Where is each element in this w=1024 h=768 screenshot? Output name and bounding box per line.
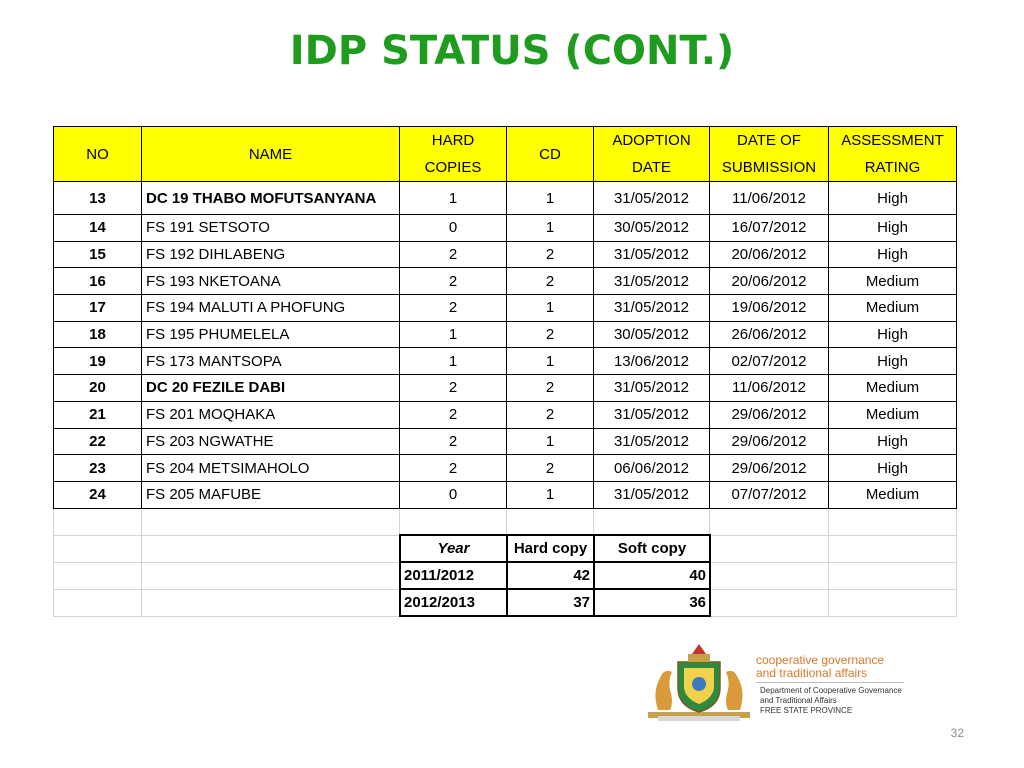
table-row bbox=[54, 348, 957, 375]
empty-cell bbox=[54, 562, 142, 589]
cell-hard-copies: 2 bbox=[400, 428, 507, 455]
cell-adoption-date: 31/05/2012 bbox=[594, 241, 710, 268]
summary-cell-soft-copy: 36 bbox=[594, 589, 710, 616]
cell-adoption-date: 31/05/2012 bbox=[594, 375, 710, 402]
cell-hard-copies: 0 bbox=[400, 215, 507, 242]
cell-date-of-submission: 20/06/2012 bbox=[710, 268, 829, 295]
cell-assessment-rating: Medium bbox=[829, 375, 957, 402]
cell-name: FS 203 NGWATHE bbox=[142, 428, 400, 455]
cell-assessment-rating: Medium bbox=[829, 268, 957, 295]
table-row bbox=[54, 321, 957, 348]
cell-adoption-date: 13/06/2012 bbox=[594, 348, 710, 375]
summary-cell-hard-copy: 42 bbox=[507, 562, 594, 589]
cell-cd: 2 bbox=[507, 321, 594, 348]
cell-hard-copies: 1 bbox=[400, 348, 507, 375]
header-hard-copies-line1: HARD bbox=[431, 132, 475, 149]
header-hard-copies bbox=[400, 127, 507, 182]
cell-adoption-date: 30/05/2012 bbox=[594, 321, 710, 348]
cell-assessment-rating: High bbox=[829, 321, 957, 348]
cell-hard-copies: 2 bbox=[400, 455, 507, 482]
cell-hard-copies: 2 bbox=[400, 401, 507, 428]
table-row bbox=[54, 241, 957, 268]
table-row bbox=[54, 455, 957, 482]
cell-date-of-submission: 29/06/2012 bbox=[710, 401, 829, 428]
header-date-of-submission-line1: DATE OF bbox=[737, 132, 801, 149]
cell-no: 18 bbox=[54, 321, 142, 348]
cell-name: FS 195 PHUMELELA bbox=[142, 321, 400, 348]
header-name: NAME bbox=[142, 127, 400, 182]
cell-assessment-rating: High bbox=[829, 428, 957, 455]
cell-no: 19 bbox=[54, 348, 142, 375]
department-line2: and Traditional Affairs bbox=[760, 696, 837, 705]
header-assessment-rating bbox=[829, 127, 957, 182]
empty-cell bbox=[142, 562, 400, 589]
cell-hard-copies: 1 bbox=[400, 321, 507, 348]
empty-cell bbox=[829, 508, 957, 535]
empty-cell bbox=[54, 508, 142, 535]
summary-cell-year: 2011/2012 bbox=[400, 562, 507, 589]
cell-hard-copies: 2 bbox=[400, 295, 507, 322]
page-number: 32 bbox=[950, 726, 964, 740]
cell-date-of-submission: 26/06/2012 bbox=[710, 321, 829, 348]
table-header-row bbox=[54, 127, 957, 182]
coat-of-arms-icon bbox=[648, 640, 750, 722]
cell-assessment-rating: Medium bbox=[829, 295, 957, 322]
cell-no: 13 bbox=[54, 182, 142, 215]
cell-no: 14 bbox=[54, 215, 142, 242]
cell-hard-copies: 2 bbox=[400, 375, 507, 402]
cell-no: 21 bbox=[54, 401, 142, 428]
table-row bbox=[54, 215, 957, 242]
cell-assessment-rating: High bbox=[829, 455, 957, 482]
cell-cd: 2 bbox=[507, 375, 594, 402]
empty-cell bbox=[829, 562, 957, 589]
header-assessment-rating-line1: ASSESSMENT bbox=[841, 132, 944, 149]
cell-name: DC 20 FEZILE DABI bbox=[142, 375, 400, 402]
cell-assessment-rating: High bbox=[829, 182, 957, 215]
summary-cell-soft-copy: 40 bbox=[594, 562, 710, 589]
cell-adoption-date: 31/05/2012 bbox=[594, 428, 710, 455]
cell-cd: 2 bbox=[507, 401, 594, 428]
empty-cell bbox=[142, 508, 400, 535]
cell-assessment-rating: High bbox=[829, 348, 957, 375]
cell-name: FS 192 DIHLABENG bbox=[142, 241, 400, 268]
summary-header-soft-copy: Soft copy bbox=[594, 535, 710, 562]
summary-row bbox=[400, 562, 710, 589]
department-line3: FREE STATE PROVINCE bbox=[760, 706, 853, 715]
cell-date-of-submission: 29/06/2012 bbox=[710, 455, 829, 482]
empty-cell bbox=[54, 589, 142, 616]
cell-name: FS 194 MALUTI A PHOFUNG bbox=[142, 295, 400, 322]
table-row bbox=[54, 401, 957, 428]
brand-text bbox=[756, 654, 884, 680]
cell-hard-copies: 0 bbox=[400, 481, 507, 508]
table-row bbox=[54, 481, 957, 508]
header-hard-copies-line2: COPIES bbox=[424, 159, 482, 176]
cell-adoption-date: 31/05/2012 bbox=[594, 182, 710, 215]
cell-date-of-submission: 02/07/2012 bbox=[710, 348, 829, 375]
brand-divider bbox=[756, 682, 904, 683]
empty-cell bbox=[710, 562, 829, 589]
cell-cd: 1 bbox=[507, 215, 594, 242]
cell-cd: 2 bbox=[507, 268, 594, 295]
cell-adoption-date: 06/06/2012 bbox=[594, 455, 710, 482]
cell-date-of-submission: 16/07/2012 bbox=[710, 215, 829, 242]
empty-cell bbox=[710, 589, 829, 616]
empty-cell bbox=[710, 535, 829, 562]
copies-summary-table bbox=[399, 534, 711, 617]
header-cd: CD bbox=[507, 127, 594, 182]
cell-hard-copies: 2 bbox=[400, 268, 507, 295]
cell-adoption-date: 31/05/2012 bbox=[594, 401, 710, 428]
empty-cell bbox=[829, 535, 957, 562]
summary-header-hard-copy: Hard copy bbox=[507, 535, 594, 562]
cell-adoption-date: 30/05/2012 bbox=[594, 215, 710, 242]
page-title: IDP STATUS (CONT.) bbox=[289, 28, 735, 74]
brand-line1: cooperative governance bbox=[756, 653, 885, 667]
cell-date-of-submission: 11/06/2012 bbox=[710, 182, 829, 215]
empty-row bbox=[54, 508, 957, 535]
cell-date-of-submission: 19/06/2012 bbox=[710, 295, 829, 322]
cell-assessment-rating: Medium bbox=[829, 401, 957, 428]
cell-no: 24 bbox=[54, 481, 142, 508]
cell-name: FS 204 METSIMAHOLO bbox=[142, 455, 400, 482]
header-adoption-date bbox=[594, 127, 710, 182]
summary-header-year: Year bbox=[400, 535, 507, 562]
table-row bbox=[54, 375, 957, 402]
cell-name: FS 201 MOQHAKA bbox=[142, 401, 400, 428]
cell-no: 23 bbox=[54, 455, 142, 482]
cell-cd: 2 bbox=[507, 241, 594, 268]
brand-line2: and traditional affairs bbox=[756, 666, 868, 680]
cell-assessment-rating: High bbox=[829, 215, 957, 242]
cell-no: 22 bbox=[54, 428, 142, 455]
cell-cd: 2 bbox=[507, 455, 594, 482]
cell-adoption-date: 31/05/2012 bbox=[594, 268, 710, 295]
header-no: NO bbox=[54, 127, 142, 182]
summary-cell-hard-copy: 37 bbox=[507, 589, 594, 616]
cell-date-of-submission: 11/06/2012 bbox=[710, 375, 829, 402]
department-line1: Department of Cooperative Governance bbox=[760, 686, 902, 695]
cell-name: DC 19 THABO MOFUTSANYANA bbox=[142, 182, 400, 215]
cell-name: FS 193 NKETOANA bbox=[142, 268, 400, 295]
summary-header-row bbox=[400, 535, 710, 562]
table-row bbox=[54, 268, 957, 295]
summary-row bbox=[400, 589, 710, 616]
table-row bbox=[54, 182, 957, 215]
cell-adoption-date: 31/05/2012 bbox=[594, 481, 710, 508]
department-text bbox=[760, 686, 902, 716]
table-row bbox=[54, 428, 957, 455]
cell-no: 16 bbox=[54, 268, 142, 295]
cell-hard-copies: 2 bbox=[400, 241, 507, 268]
header-date-of-submission bbox=[710, 127, 829, 182]
cell-cd: 1 bbox=[507, 428, 594, 455]
header-adoption-date-line2: DATE bbox=[632, 159, 671, 176]
cell-date-of-submission: 29/06/2012 bbox=[710, 428, 829, 455]
header-date-of-submission-line2: SUBMISSION bbox=[721, 159, 817, 176]
empty-cell bbox=[710, 508, 829, 535]
table-row bbox=[54, 295, 957, 322]
empty-cell bbox=[594, 508, 710, 535]
empty-cell bbox=[400, 508, 507, 535]
cell-name: FS 205 MAFUBE bbox=[142, 481, 400, 508]
cell-assessment-rating: High bbox=[829, 241, 957, 268]
header-adoption-date-line1: ADOPTION bbox=[612, 132, 691, 149]
cell-name: FS 191 SETSOTO bbox=[142, 215, 400, 242]
cell-no: 15 bbox=[54, 241, 142, 268]
cell-cd: 1 bbox=[507, 481, 594, 508]
empty-cell bbox=[54, 535, 142, 562]
summary-cell-year: 2012/2013 bbox=[400, 589, 507, 616]
empty-cell bbox=[142, 589, 400, 616]
cell-no: 17 bbox=[54, 295, 142, 322]
cell-cd: 1 bbox=[507, 295, 594, 322]
cell-adoption-date: 31/05/2012 bbox=[594, 295, 710, 322]
cell-date-of-submission: 07/07/2012 bbox=[710, 481, 829, 508]
empty-cell bbox=[142, 535, 400, 562]
cell-assessment-rating: Medium bbox=[829, 481, 957, 508]
empty-cell bbox=[829, 589, 957, 616]
empty-cell bbox=[507, 508, 594, 535]
cell-no: 20 bbox=[54, 375, 142, 402]
cell-date-of-submission: 20/06/2012 bbox=[710, 241, 829, 268]
cell-name: FS 173 MANTSOPA bbox=[142, 348, 400, 375]
cell-cd: 1 bbox=[507, 348, 594, 375]
cell-hard-copies: 1 bbox=[400, 182, 507, 215]
header-assessment-rating-line2: RATING bbox=[864, 159, 921, 176]
cell-cd: 1 bbox=[507, 182, 594, 215]
